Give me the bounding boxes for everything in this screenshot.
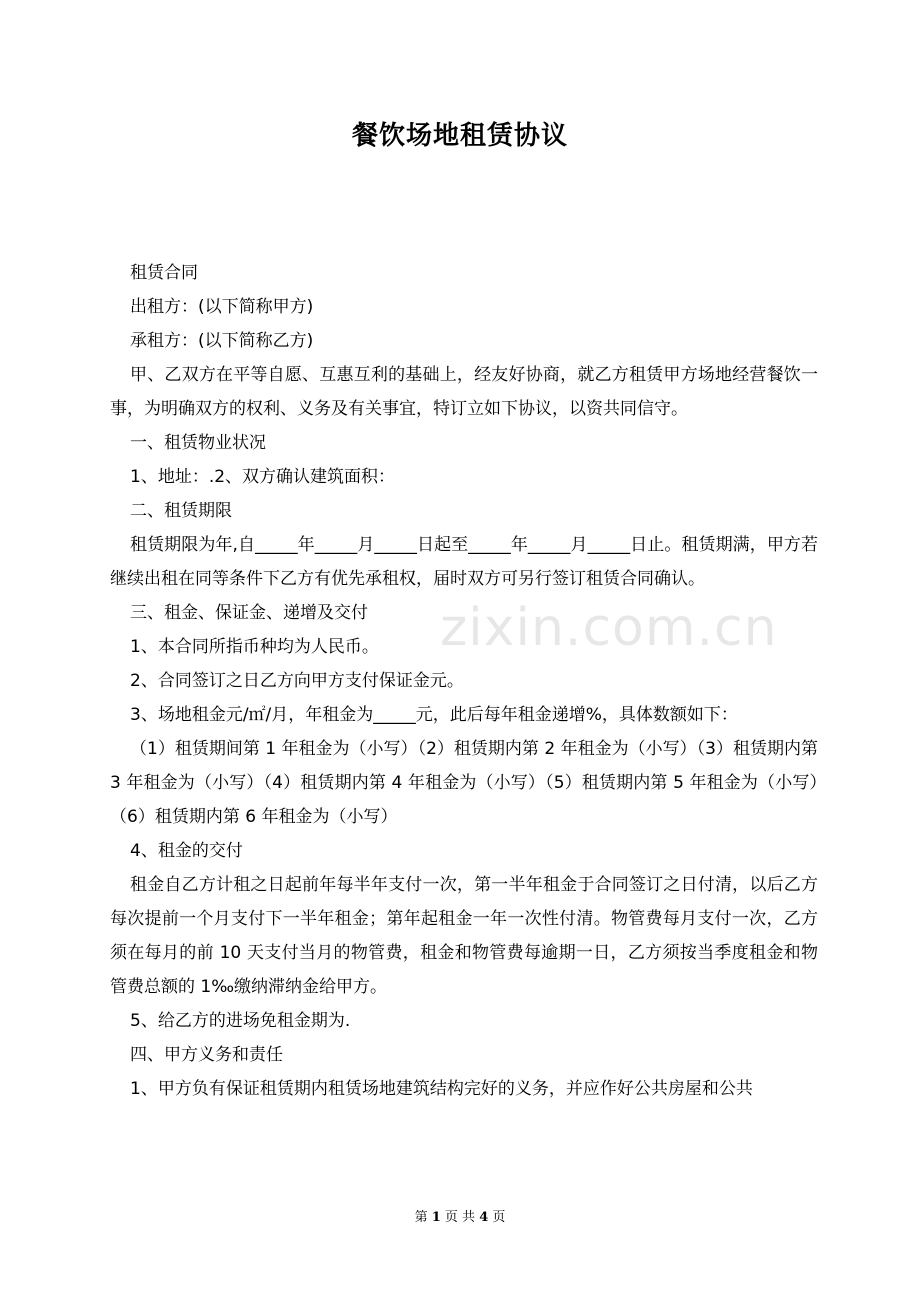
section-heading: 三、租金、保证金、递增及交付 xyxy=(130,603,368,623)
paragraph: 1、地址：.2、双方确认建筑面积： xyxy=(130,467,396,487)
document-title: 餐饮场地租赁协议 xyxy=(351,121,568,151)
paragraph: 承租方：(以下简称乙方) xyxy=(130,331,314,351)
footer-prefix: 第 xyxy=(414,1210,428,1225)
paragraph: 2、合同签订之日乙方向甲方支付保证金元。 xyxy=(130,671,464,691)
footer-middle: 页 共 xyxy=(444,1210,476,1225)
paragraph: 甲、乙双方在平等自愿、互惠互利的基础上，经友好协商，就乙方租赁甲方场地经营餐饮一事，为明确双方的权利、义务及有关事宜，特订立如下协议，以资共同信守。 xyxy=(110,365,818,419)
page-footer xyxy=(0,1206,920,1225)
paragraph: 租金自乙方计租之日起前年每半年支付一次，第一半年租金于合同签订之日付清，以后乙方每次提前一个月支付下一半年租金；第年起租金一年一次性付清。物管费每月支付一次，乙方须在每月的前 10 天支付当月的物管费，租金和物管费每逾期一日，乙方须按当季度租金和物管费总额的 1‰缴纳滞纳金给甲方。 xyxy=(110,875,818,997)
footer-page-number: 1 xyxy=(431,1210,441,1225)
paragraph: （1）租赁期间第 1 年租金为（小写）（2）租赁期内第 2 年租金为（小写）（3）租赁期内第 3 年租金为（小写）（4）租赁期内第 4 年租金为（小写）（5）租赁期内第 5 年租金为（小写）（6）租赁期内第 6 年租金为（小写） xyxy=(110,739,818,827)
paragraph: 1、甲方负有保证租赁期内租赁场地建筑结构完好的义务，并应作好公共房屋和公共 xyxy=(130,1079,753,1099)
section-heading: 四、甲方义务和责任 xyxy=(130,1045,283,1065)
paragraph: 出租方：(以下简称甲方) xyxy=(130,297,314,317)
paragraph: 3、场地租金元/㎡/月，年租金为_____元，此后每年租金递增%，具体数额如下： xyxy=(130,705,738,725)
footer-total-pages: 4 xyxy=(479,1210,489,1225)
paragraph: 租赁合同 xyxy=(130,263,198,283)
footer-suffix: 页 xyxy=(492,1210,506,1225)
paragraph: 5、给乙方的进场免租金期为. xyxy=(130,1011,351,1031)
section-heading: 一、租赁物业状况 xyxy=(130,433,266,453)
watermark: zixin.com.cn xyxy=(440,598,778,658)
paragraph: 租赁期限为年,自_____年_____月_____日起至_____年_____月_____日止。租赁期满，甲方若继续出租在同等条件下乙方有优先承租权，届时双方可另行签订租赁合同确认。 xyxy=(110,535,818,589)
paragraph: 4、租金的交付 xyxy=(130,841,243,861)
paragraph: 1、本合同所指币种均为人民币。 xyxy=(130,637,379,657)
document-body xyxy=(110,256,818,1106)
section-heading: 二、租赁期限 xyxy=(130,501,232,521)
